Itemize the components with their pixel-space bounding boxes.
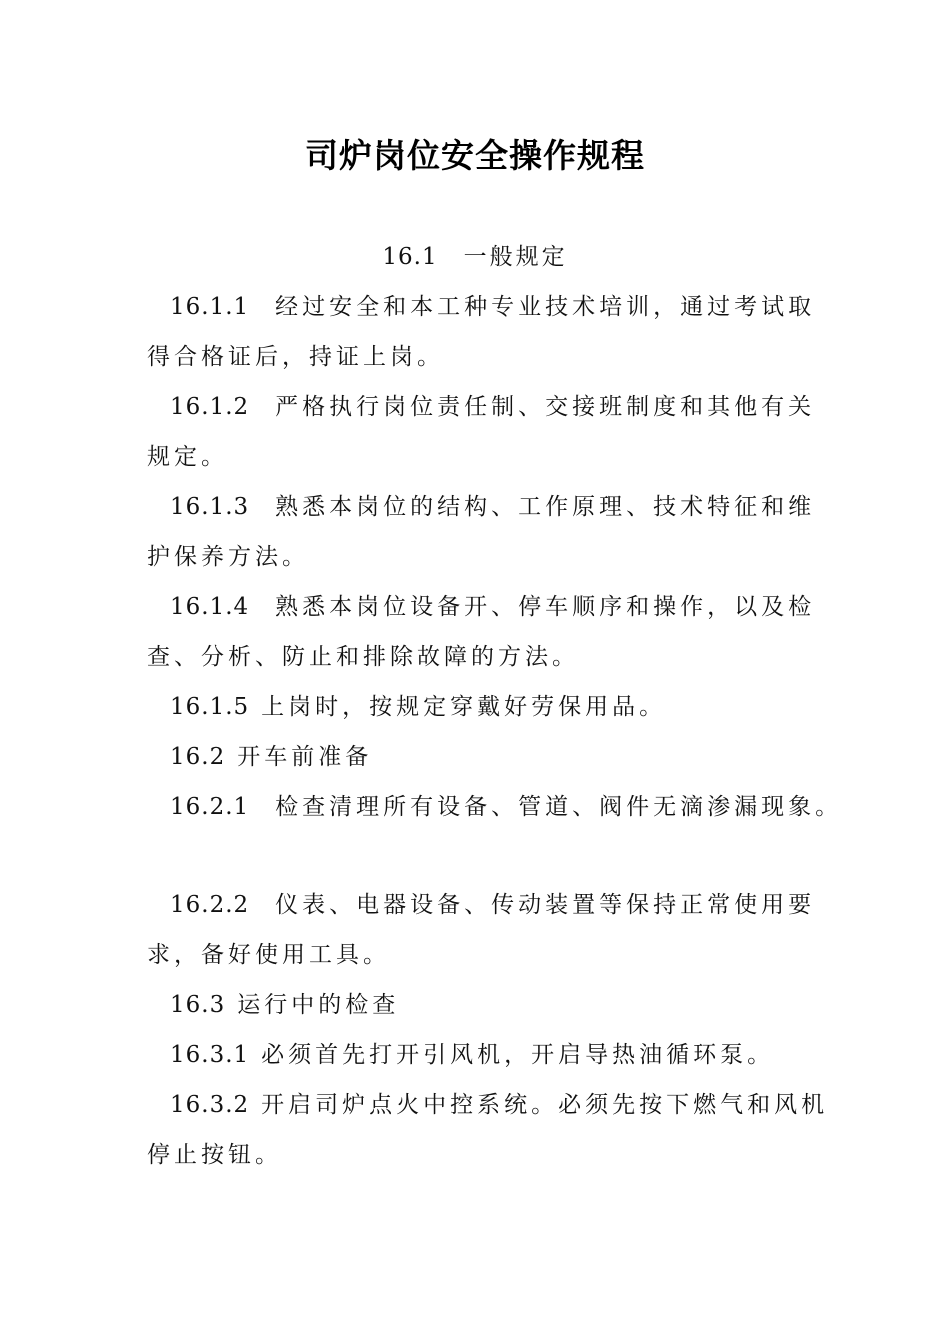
clause-16-1-1-continuation: 得合格证后，持证上岗。 [147, 344, 444, 370]
clause-16-2-2 [170, 890, 815, 920]
clause-16-1-4-continuation: 查、分析、防止和排除故障的方法。 [147, 644, 579, 670]
section-heading-16-3 [170, 990, 399, 1020]
clause-text: 仪表、电器设备、传动装置等保持正常使用要 [275, 892, 816, 918]
clause-text: 熟悉本岗位的结构、工作原理、技术特征和维 [275, 494, 816, 520]
clause-16-1-3-continuation: 护保养方法。 [147, 544, 309, 570]
clause-number: 16.2.2 [170, 892, 250, 918]
clause-16-2-1 [170, 792, 842, 822]
clause-number: 16.1.1 [170, 294, 250, 320]
clause-16-1-5 [170, 692, 666, 722]
clause-16-1-2 [170, 392, 815, 422]
clause-16-3-2 [170, 1090, 828, 1120]
clause-number: 16.1.2 [170, 394, 250, 420]
clause-text: 上岗时，按规定穿戴好劳保用品。 [261, 694, 667, 720]
clause-16-1-3 [170, 492, 815, 522]
section-heading-16-1 [0, 242, 950, 272]
section-heading-text: 一般规定 [463, 244, 568, 270]
clause-16-3-2-continuation: 停止按钮。 [147, 1142, 282, 1168]
clause-text: 严格执行岗位责任制、交接班制度和其他有关 [275, 394, 816, 420]
clause-text: 检查清理所有设备、管道、阀件无滴渗漏现象。 [275, 794, 843, 820]
clause-text: 必须首先打开引风机，开启导热油循环泵。 [261, 1042, 775, 1068]
clause-text: 经过安全和本工种专业技术培训，通过考试取 [275, 294, 816, 320]
clause-number: 16.1.4 [170, 594, 250, 620]
clause-number: 16.1.5 [170, 694, 250, 720]
section-heading-16-2 [170, 742, 372, 772]
clause-16-3-1 [170, 1040, 774, 1070]
clause-16-1-2-continuation: 规定。 [147, 444, 228, 470]
clause-number: 16.2.1 [170, 794, 250, 820]
clause-16-2-2-continuation: 求，备好使用工具。 [147, 942, 390, 968]
section-number: 16.3 [170, 992, 226, 1018]
section-heading-text: 开车前准备 [237, 744, 373, 770]
clause-16-1-4 [170, 592, 815, 622]
document-title: 司炉岗位安全操作规程 [305, 136, 645, 175]
clause-text: 熟悉本岗位设备开、停车顺序和操作，以及检 [275, 594, 816, 620]
clause-number: 16.3.2 [170, 1092, 250, 1118]
clause-text: 开启司炉点火中控系统。必须先按下燃气和风机 [261, 1092, 829, 1118]
section-heading-text: 运行中的检查 [237, 992, 400, 1018]
section-number: 16.1 [382, 244, 438, 270]
clause-16-1-1 [170, 292, 815, 322]
clause-number: 16.1.3 [170, 494, 250, 520]
section-number: 16.2 [170, 744, 226, 770]
clause-number: 16.3.1 [170, 1042, 250, 1068]
